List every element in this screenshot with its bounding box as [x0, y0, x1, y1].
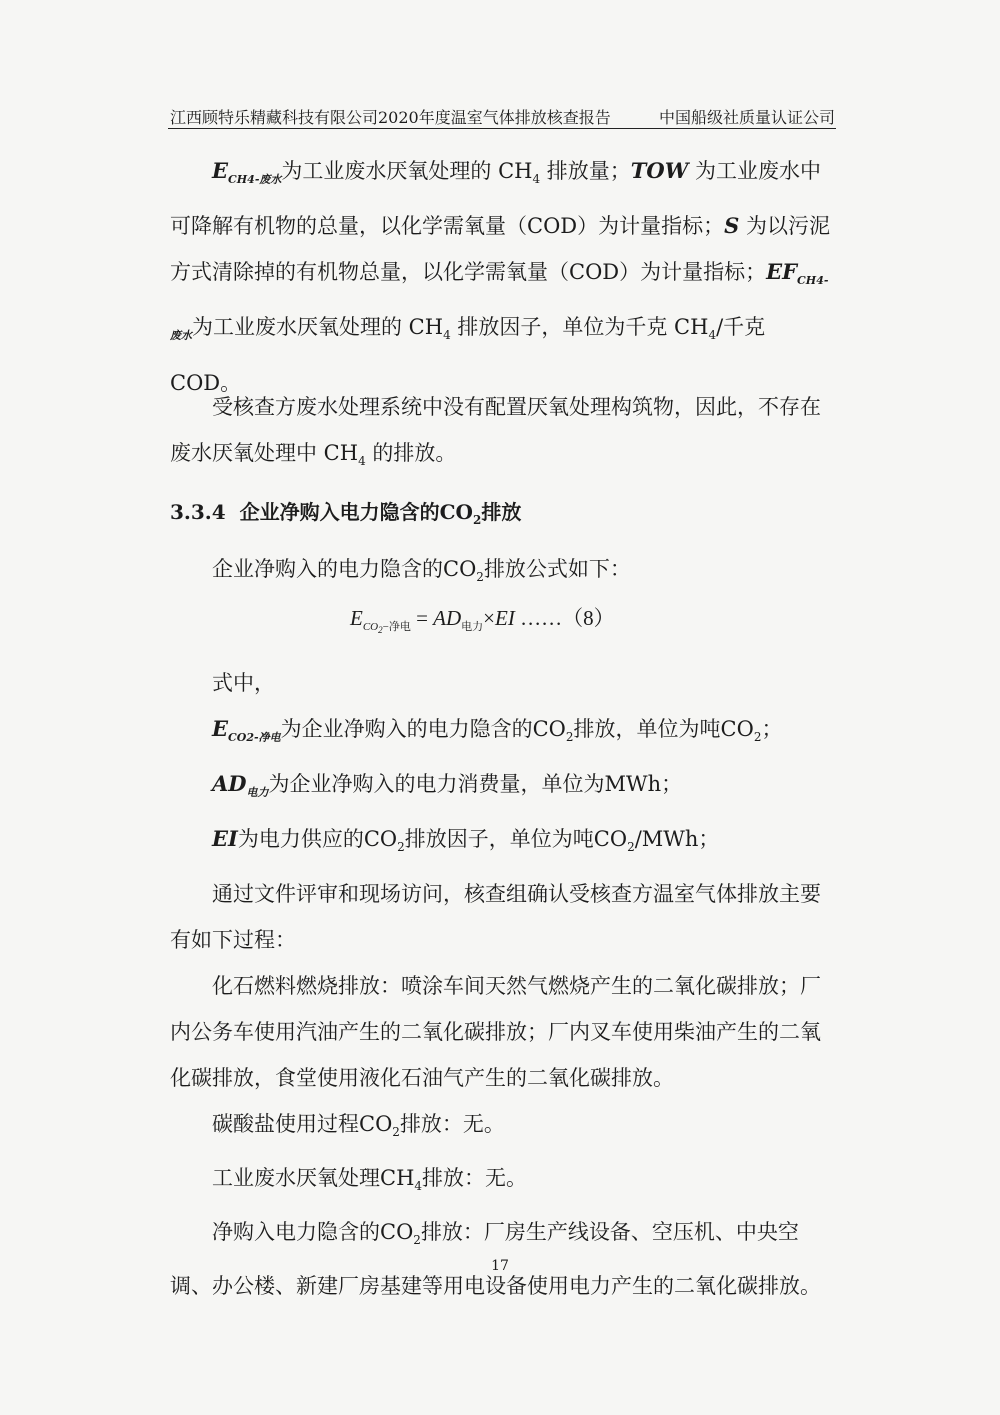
definitions-block-2 — [170, 706, 835, 1309]
header-right: 中国船级社质量认证公司 — [658, 108, 835, 127]
page-number: 17 — [491, 1258, 509, 1274]
fossil-paragraph: 化石燃料燃烧排放：喷涂车间天然气燃烧产生的二氧化碳排放；厂内公务车使用汽油产生的二氧化碳排放；厂内叉车使用柴油产生的二氧化碳排放，食堂使用液化石油气产生的二氧化碳排放。 — [170, 973, 821, 1090]
definitions-paragraph: $E_{CH4-废水}$为工业废水厌氧处理的 $CH_4$ 排放量；TOW 为工业废水中可降解有机物的总量，以化学需氧量（COD）为计量指标；S 为以污泥方式清除掉的有机物总量，以化学需氧量（COD）为计量指标；$EF_{CH4-废水}$为工业废水厌氧处理的 $CH_4$ 排放因子，单位为千克 $CH_4/$千克 COD。 — [170, 158, 830, 395]
header-left: 江西顾特乐精藏科技有限公司2020年度温室气体排放核查报告 — [170, 108, 611, 127]
header-rule — [168, 128, 836, 129]
def-ad: $AD_{电力}$为企业净购入的电力消费量，单位为MWh； — [212, 771, 683, 800]
formula-intro: 企业净购入的电力隐含的$CO_2$排放公式如下： — [212, 557, 631, 585]
electricity-paragraph: 净购入电力隐含的$CO_2$排放：厂房生产线设备、空压机、中央空调、办公楼、新建厂房基建等用电设备使用电力产生的二氧化碳排放。 — [170, 1219, 821, 1299]
carbonate-paragraph: 碳酸盐使用过程$CO_2$排放：无。 — [212, 1111, 505, 1139]
section-heading: 3.3.4 企业净购入电力隐含的$CO_2$排放 — [170, 500, 522, 527]
summary-paragraph: 通过文件评审和现场访问，核查组确认受核查方温室气体排放主要有如下过程： — [170, 881, 821, 952]
definitions-block-1 — [170, 148, 835, 406]
wastewater-paragraph: 工业废水厌氧处理$CH_4$排放：无。 — [212, 1165, 528, 1193]
def-e-co2: $E_{CO2-净电}$为企业净购入的电力隐含的$CO_2$排放，单位为吨$CO_2$； — [212, 716, 783, 745]
def-ei: EI为电力供应的$CO_2$排放因子，单位为吨$CO_2$/MWh； — [212, 826, 720, 855]
no-anaerobic-paragraph: 受核查方废水处理系统中没有配置厌氧处理构筑物，因此，不存在废水厌氧处理中 $CH_4$ 的排放。 — [170, 395, 821, 469]
formula-8: $E_{CO_2-净电} = AD_{电力}\times EI$ ……（8） — [350, 606, 615, 636]
running-header — [170, 100, 835, 128]
where-line: 式中， — [212, 671, 275, 695]
